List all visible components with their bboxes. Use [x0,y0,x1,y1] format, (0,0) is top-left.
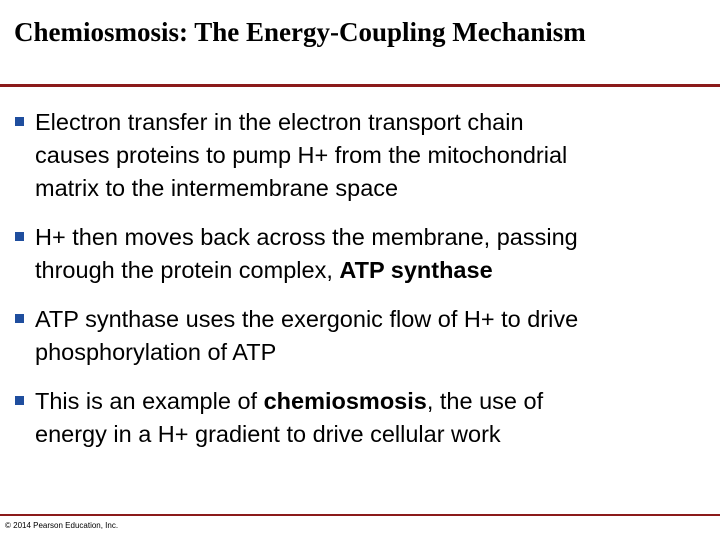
bullet-line: This is an example of chemiosmosis, the use of [35,388,544,414]
square-bullet-icon [15,396,24,405]
copyright-notice: © 2014 Pearson Education, Inc. [5,521,119,530]
bullet-line: matrix to the intermembrane space [35,175,399,201]
bullet-item [0,106,720,205]
term-atp-synthase: ATP synthase [339,257,493,283]
title-divider [0,84,720,87]
bullet-line: H+ then moves back across the membrane, passing [35,224,578,250]
bullet-line: causes proteins to pump H+ from the mitochondrial [35,142,568,168]
slide-title: Chemiosmosis: The Energy-Coupling Mechanism [14,17,586,47]
bullet-line: phosphorylation of ATP [35,339,277,365]
bullet-item [0,385,720,451]
bullet-item [0,303,720,369]
bullet-line: ATP synthase uses the exergonic flow of H+ to drive [35,306,579,332]
footer-divider [0,514,720,516]
square-bullet-icon [15,232,24,241]
bullet-item [0,221,720,287]
term-chemiosmosis: chemiosmosis [263,388,427,414]
bullet-line: through the protein complex, ATP synthase [35,257,493,283]
square-bullet-icon [15,314,24,323]
bullet-line: energy in a H+ gradient to drive cellular work [35,421,501,447]
bullet-line: Electron transfer in the electron transport chain [35,109,524,135]
bullet-list [0,106,720,467]
square-bullet-icon [15,117,24,126]
